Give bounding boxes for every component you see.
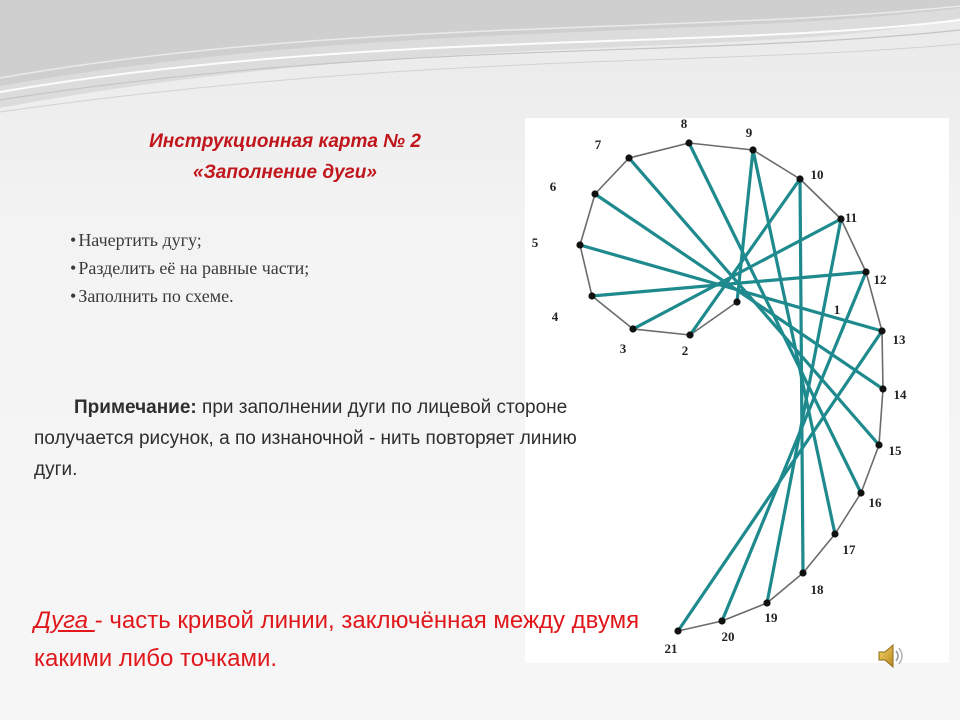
division-point [879, 385, 886, 392]
thread-line [722, 272, 866, 621]
point-label: 2 [681, 343, 689, 358]
division-point [591, 190, 598, 197]
arc-filling-diagram [525, 118, 949, 663]
division-point [588, 292, 595, 299]
point-label: 21 [664, 641, 678, 656]
division-point [862, 268, 869, 275]
point-label: 17 [842, 542, 856, 557]
point-label: 5 [531, 235, 539, 250]
point-label: 6 [549, 179, 557, 194]
step-item: • Разделить её на равные части; [70, 254, 309, 282]
division-point [878, 327, 885, 334]
thread-line [753, 150, 835, 534]
division-point [857, 489, 864, 496]
point-label: 14 [893, 387, 907, 402]
thread-line [678, 331, 882, 631]
speaker-icon[interactable] [876, 642, 906, 670]
point-label: 18 [810, 582, 824, 597]
thread-line [629, 158, 879, 445]
division-point [733, 298, 740, 305]
definition-text: - часть кривой линии, заключённая между двумя какими либо точками. [34, 607, 640, 672]
note-label: Примечание: [74, 397, 197, 418]
division-point [576, 241, 583, 248]
definition-term: Дуга [34, 607, 95, 634]
division-point [629, 325, 636, 332]
point-label: 4 [551, 309, 559, 324]
point-label: 9 [745, 125, 753, 140]
point-label: 8 [680, 118, 688, 131]
division-point [763, 599, 770, 606]
card-title: Инструкционная карта № 2 [149, 131, 421, 152]
thread-line [633, 219, 841, 329]
point-label: 19 [764, 610, 778, 625]
step-item: • Начертить дугу; [70, 226, 309, 254]
division-point [875, 441, 882, 448]
point-label: 12 [873, 272, 887, 287]
division-point [796, 175, 803, 182]
division-point [674, 627, 681, 634]
point-label: 13 [892, 332, 906, 347]
point-label: 3 [619, 341, 627, 356]
point-label: 11 [844, 210, 858, 225]
thread-line [737, 150, 753, 302]
card-subtitle: «Заполнение дуги» [193, 162, 377, 183]
decorative-header-waves [0, 0, 960, 130]
division-point [686, 331, 693, 338]
point-label: 7 [594, 137, 602, 152]
division-point [799, 569, 806, 576]
point-label: 15 [888, 443, 902, 458]
division-point [837, 215, 844, 222]
point-label: 16 [868, 495, 882, 510]
note-paragraph [34, 392, 579, 485]
division-point [749, 146, 756, 153]
steps-list [70, 226, 309, 310]
division-point [831, 530, 838, 537]
point-label: 1 [833, 302, 841, 317]
point-label: 20 [721, 629, 735, 644]
note-text: при заполнении дуги по лицевой стороне получается рисунок, а по изнаночной - нить повторяет линию дуги. [34, 397, 577, 480]
point-label: 10 [810, 167, 824, 182]
division-point [718, 617, 725, 624]
division-point [685, 139, 692, 146]
step-item: • Заполнить по схеме. [70, 282, 309, 310]
division-point [625, 154, 632, 161]
arc-definition [34, 602, 674, 678]
